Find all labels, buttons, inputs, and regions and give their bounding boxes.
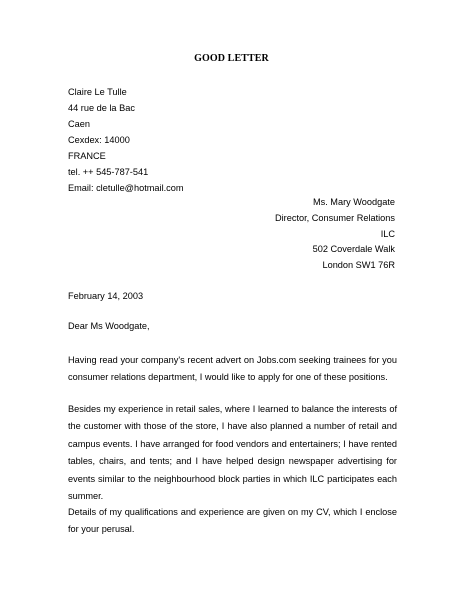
letter-title: GOOD LETTER: [194, 53, 269, 64]
recipient-city: London SW1 76R: [322, 260, 395, 271]
salutation: Dear Ms Woodgate,: [68, 321, 150, 331]
paragraph-line: summer.: [68, 491, 104, 502]
recipient-street: 502 Coverdale Walk: [312, 244, 395, 255]
sender-email: Email: cletulle@hotmail.com: [68, 183, 184, 193]
sender-phone: tel. ++ 545-787-541: [68, 167, 149, 177]
recipient-company: ILC: [380, 228, 395, 239]
paragraph-intro: [68, 352, 397, 387]
sender-city: Caen: [68, 119, 90, 129]
letter-date: February 14, 2003: [68, 291, 144, 301]
paragraph-experience: [68, 401, 397, 505]
paragraph-line: campus events. I have arranged for food vendors and entertainers; I have rented: [68, 438, 397, 449]
paragraph-line: Besides my experience in retail sales, where I learned to balance the interests of: [68, 404, 397, 414]
paragraph-line: Details of my qualifications and experience are given on my CV, which I enclose: [68, 507, 397, 517]
recipient-title: Director, Consumer Relations: [275, 212, 395, 223]
sender-address-block: [68, 84, 184, 196]
sender-name: Claire Le Tulle: [68, 87, 127, 97]
paragraph-qualifications: [68, 504, 397, 539]
paragraph-line: for your perusal.: [68, 524, 135, 535]
paragraph-line: events similar to the neighbourhood block parties in which ILC participates each: [68, 473, 397, 484]
sender-street: 44 rue de la Bac: [68, 103, 135, 113]
recipient-name: Ms. Mary Woodgate: [312, 197, 395, 207]
paragraph-line: Having read your company's recent advert on Jobs.com seeking trainees for you: [68, 355, 397, 365]
paragraph-line: consumer relations department, I would like to apply for one of these positions.: [68, 372, 388, 383]
recipient-address-block: [275, 195, 395, 274]
paragraph-line: the customer with those of the store, I have also planned a number of retail and: [68, 421, 397, 432]
sender-postal: Cexdex: 14000: [68, 135, 130, 145]
paragraph-line: tables, chairs, and tents; and I have helped design newspaper advertising for: [68, 456, 397, 467]
sender-country: FRANCE: [68, 151, 106, 161]
